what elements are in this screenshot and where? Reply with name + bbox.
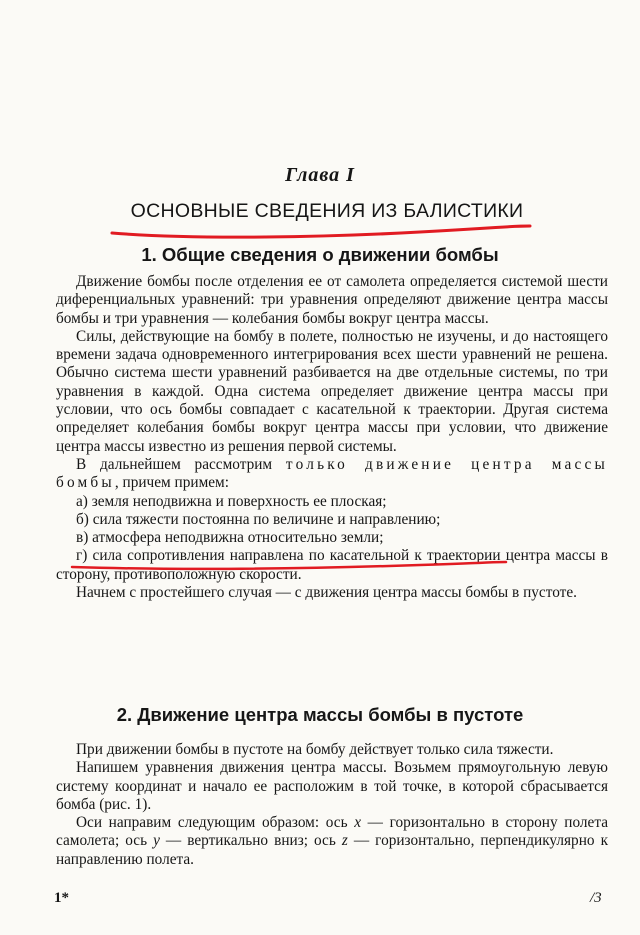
item-underline-mark	[72, 562, 506, 569]
paragraph: Движение бомбы после отделения ее от самолета определяется системой шести диференциальных уравнений: три уравнения определяют движение центра массы бомбы и три уравнения — колебания бомбы вокруг центра массы.	[56, 273, 608, 327]
section-2-title: 2. Движение центра массы бомбы в пустоте	[116, 704, 524, 725]
intro-spaced-phrase: только движение центра массы бомбы	[56, 455, 608, 492]
intro-lead: В дальнейшем рассмотрим	[76, 455, 286, 473]
title-underline-mark	[112, 226, 530, 237]
axes-text: — горизонтально, перпендикулярно к направлению полета.	[56, 832, 609, 868]
axis-y-symbol: y	[153, 832, 160, 850]
paragraph: Начнем с простейшего случая — с движения центра массы бомбы в пустоте.	[76, 584, 577, 602]
axes-text: — горизонтально в сторону полета самолета; ось	[56, 814, 608, 850]
chapter-heading: Глава I	[285, 164, 355, 186]
axis-x-symbol: x	[354, 814, 362, 832]
signature-mark: 1*	[54, 890, 69, 906]
axes-text: Оси направим следующим образом: ось	[76, 814, 355, 832]
paragraph: Силы, действующие на бомбу в полете, полностью не изучены, и до настоящего времени задача одновременного интегрирования всех шести уравнений не решена. Обычно система шести уравнений разбивается на две отдельные системы, по три уравнения в каждой. Одна система определяет движение центра массы при условии, что ось бомбы совпадает с касательной к траектории. Другая система определяет колебания бомбы вокруг центра массы при условии, что движение центра массы известно из решения первой системы.	[56, 327, 608, 455]
axis-z-symbol: z	[341, 832, 348, 850]
list-item: в) атмосфера неподвижна относительно земли;	[76, 529, 384, 547]
part-title: ОСНОВНЫЕ СВЕДЕНИЯ ИЗ БАЛИСТИКИ	[130, 200, 524, 222]
section-1-title: 1. Общие сведения о движении бомбы	[141, 244, 499, 265]
paragraph: Напишем уравнения движения центра массы. Возьмем прямоугольную левую систему координат и начало ее расположим в той точке, в которой сбрасывается бомба (рис. 1).	[56, 759, 608, 813]
list-item: а) земля неподвижна и поверхность ее плоская;	[76, 492, 387, 510]
intro-tail: , причем примем:	[114, 474, 229, 492]
list-item: б) сила тяжести постоянна по величине и направлению;	[76, 510, 441, 528]
axes-text: — вертикально вниз; ось	[159, 832, 342, 850]
paragraph: При движении бомбы в пустоте на бомбу действует только сила тяжести.	[76, 741, 554, 758]
list-item: г) сила сопротивления направлена по касательной к траектории центра массы в сторону, противоположную скорости.	[56, 547, 608, 583]
page-number: /3	[590, 890, 602, 906]
